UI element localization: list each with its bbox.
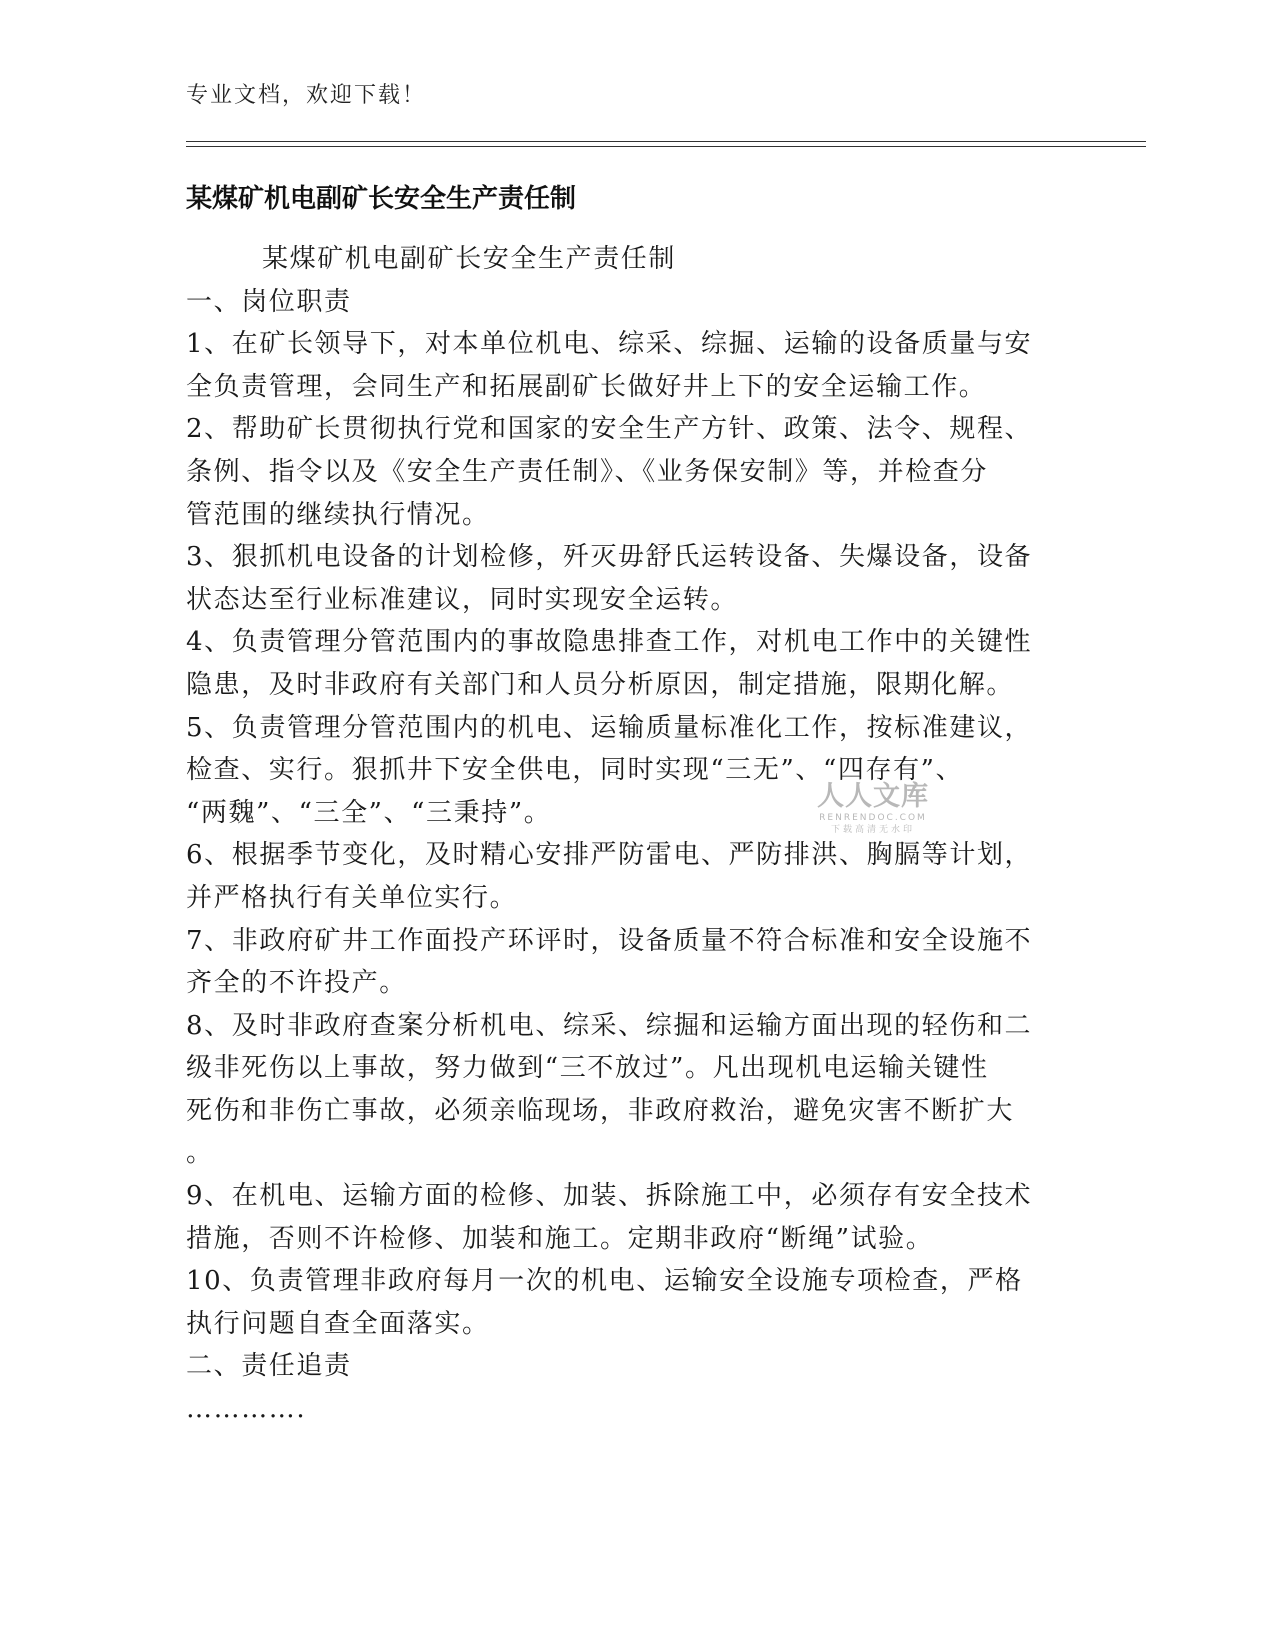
body-line: 死伤和非伤亡事故，必须亲临现场，非政府救治，避免灾害不断扩大: [186, 1095, 1015, 1126]
body-line: 6、根据季节变化，及时精心安排严防雷电、严防排洪、胸膈等计划，: [186, 840, 1033, 871]
body-line: 7、非政府矿井工作面投产环评时，设备质量不符合标准和安全设施不: [186, 925, 1033, 956]
header-rule-top: [186, 141, 1146, 142]
body-line: 条例、指令以及《安全生产责任制》、《业务保安制》等，并检查分: [186, 456, 989, 487]
body-line: 2、帮助矿长贯彻执行党和国家的安全生产方针、政策、法令、规程、: [186, 414, 1033, 445]
body-line: 执行问题自查全面落实。: [186, 1308, 490, 1339]
body-line: 管范围的继续执行情况。: [186, 499, 490, 530]
body-line: 并严格执行有关单位实行。: [186, 882, 518, 913]
body-line: 措施，否则不许检修、加装和施工。定期非政府“断绳”试验。: [186, 1223, 934, 1254]
header-rule-bottom: [186, 146, 1146, 147]
body-line: 10、负责管理非政府每月一次的机电、运输安全设施专项检查，严格: [186, 1266, 1023, 1297]
watermark-brand: 人人文库: [817, 781, 929, 812]
document-title: 某煤矿机电副矿长安全生产责任制: [186, 184, 577, 214]
body-line: 隐患，及时非政府有关部门和人员分析原因，制定措施，限期化解。: [186, 669, 1015, 700]
body-line: 级非死伤以上事故，努力做到“三不放过”。凡出现机电运输关键性: [186, 1053, 989, 1084]
watermark-url: RENRENDOC.COM: [819, 813, 927, 823]
section-heading-duties: 一、岗位职责: [186, 286, 352, 317]
body-line: 4、负责管理分管范围内的事故隐患排查工作，对机电工作中的关键性: [186, 627, 1033, 658]
body-line: 1、在矿长领导下，对本单位机电、综采、综掘、运输的设备质量与安: [186, 329, 1033, 360]
body-line: 8、及时非政府查案分析机电、综采、综掘和运输方面出现的轻伤和二: [186, 1010, 1033, 1041]
body-line: 5、负责管理分管范围内的机电、运输质量标准化工作，按标准建议，: [186, 712, 1033, 743]
body-line: 9、在机电、运输方面的检修、加装、拆除施工中，必须存有安全技术: [186, 1181, 1033, 1212]
body-line: 齐全的不许投产。: [186, 968, 407, 999]
body-line: “两魏”、“三全”、“三秉持”。: [186, 797, 552, 828]
ellipsis-line: ………….: [186, 1394, 307, 1425]
body-subtitle: 某煤矿机电副矿长安全生产责任制: [262, 244, 677, 274]
header-text: 专业文档，欢迎下载！: [186, 83, 427, 108]
section-heading-accountability: 二、责任追责: [186, 1351, 352, 1382]
body-line: 3、狠抓机电设备的计划检修，歼灭毋舒氏运转设备、失爆设备，设备: [186, 542, 1033, 573]
body-line: 检查、实行。狠抓井下安全供电，同时实现“三无”、“四存有”、: [186, 755, 964, 786]
watermark: [808, 782, 938, 836]
watermark-tagline: 下载高清无水印: [830, 825, 915, 835]
body-line: 状态达至行业标准建议，同时实现安全运转。: [186, 584, 739, 615]
body-line: 全负责管理，会同生产和拓展副矿长做好井上下的安全运输工作。: [186, 371, 987, 402]
body-line: 。: [186, 1138, 214, 1169]
